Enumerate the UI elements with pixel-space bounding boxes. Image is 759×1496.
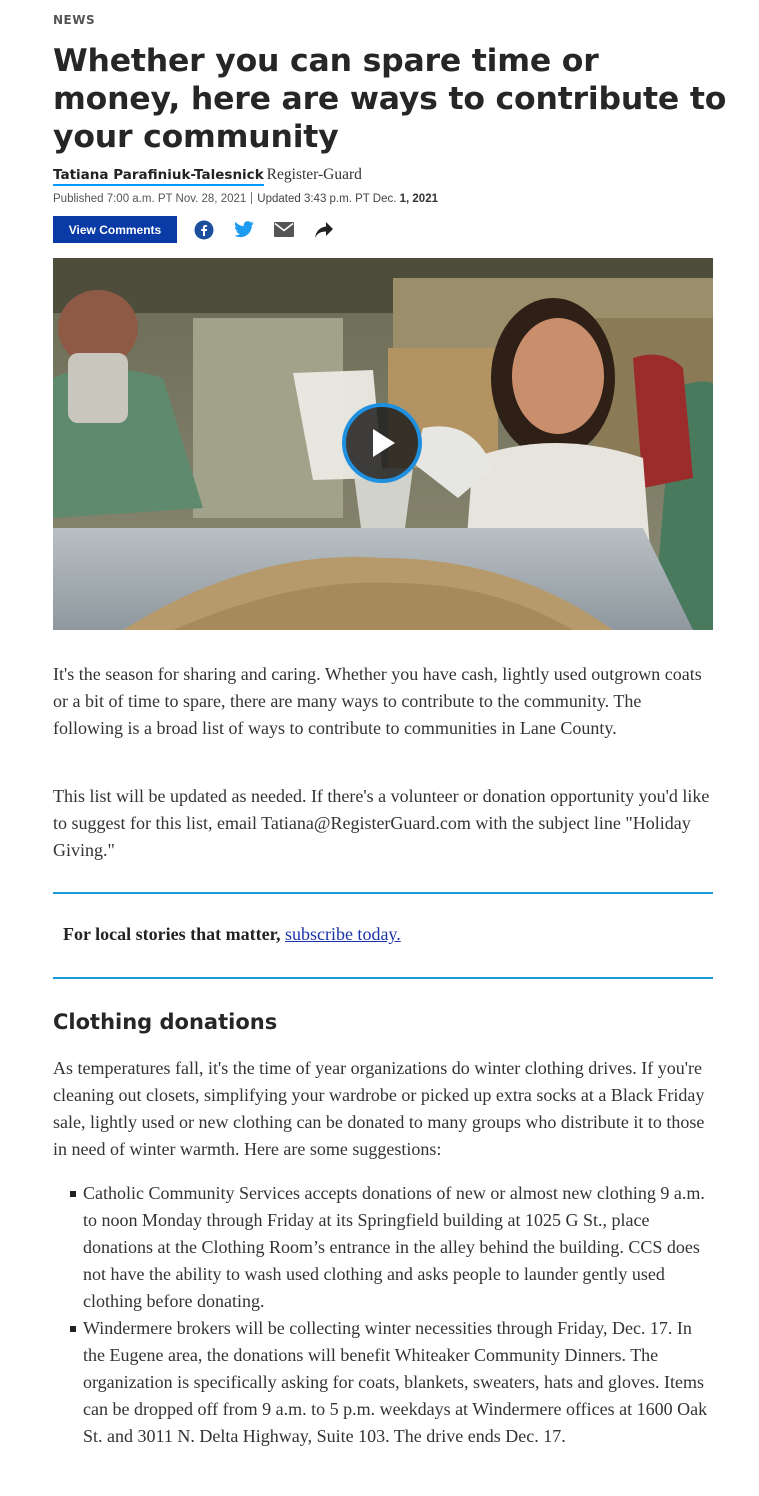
article-headline: Whether you can spare time or money, here are ways to contribute to your community (53, 43, 727, 155)
byline (53, 166, 362, 184)
organization: Register-Guard (266, 166, 362, 183)
published-date: Published 7:00 a.m. PT Nov. 28, 2021 (53, 193, 247, 205)
promo-divider-top (53, 892, 713, 894)
paragraph-intro: It's the season for sharing and caring. Whether you have cash, lightly used outgrown coats or a bit of time to spare, there are many ways to contribute to the community. The following is a broad list of ways to contribute to communities in Lane County. (53, 664, 702, 738)
view-comments-button[interactable]: View Comments (53, 216, 177, 243)
section-heading-clothing: Clothing donations (53, 1010, 278, 1034)
promo-lead: For local stories that matter, (63, 924, 281, 944)
list-item: Catholic Community Services accepts donations of new or almost new clothing 9 a.m. to noon Monday through Friday at its Springfield building at 1025 G St., place donations at the Clothing Room’s entrance in the alley behind the building. CCS does not have the ability to wash used clothing and asks people to launder gently used clothing before donating. (70, 1180, 710, 1315)
date-separator (251, 192, 252, 204)
updated-date: Updated 3:43 p.m. PT Dec. 1, 2021 (257, 193, 438, 205)
clothing-donation-list (70, 1180, 710, 1450)
subscribe-link[interactable]: subscribe today. (284, 924, 401, 944)
article-actions (53, 216, 335, 243)
list-item: Windermere brokers will be collecting winter necessities through Friday, Dec. 17. In the Eugene area, the donations will benefit Whiteaker Community Dinners. The organization is specifically asking for coats, blankets, sweaters, hats and gloves. Items can be dropped off from 9 a.m. to 5 p.m. weekdays at Windermere offices at 1600 Oak St. and 3011 N. Delta Highway, Suite 103. The drive ends Dec. 17. (70, 1315, 710, 1450)
share-arrow-icon[interactable] (313, 219, 335, 241)
paragraph-update-note: This list will be updated as needed. If there's a volunteer or donation opportunity you'd like to suggest for this list, email Tatiana@RegisterGuard.com with the subject line "Holiday Giving." (53, 786, 710, 860)
facebook-icon[interactable] (193, 219, 215, 241)
promo-divider-bottom (53, 977, 713, 979)
publish-dates (53, 192, 438, 205)
video-player[interactable] (53, 258, 713, 630)
twitter-icon[interactable] (233, 219, 255, 241)
email-icon[interactable] (273, 219, 295, 241)
play-button[interactable] (342, 403, 422, 483)
paragraph-clothing-intro: As temperatures fall, it's the time of year organizations do winter clothing drives. If you're cleaning out closets, simplifying your wardrobe or picked up extra socks at a Black Friday sale, lightly used or new clothing can be donated to many groups who distribute it to those in need of winter warmth. Here are some suggestions: (53, 1058, 705, 1159)
play-icon (367, 427, 397, 459)
author-link[interactable]: Tatiana Parafiniuk-Talesnick (53, 167, 264, 186)
subscribe-promo (63, 924, 401, 945)
section-label[interactable]: NEWS (53, 13, 96, 27)
